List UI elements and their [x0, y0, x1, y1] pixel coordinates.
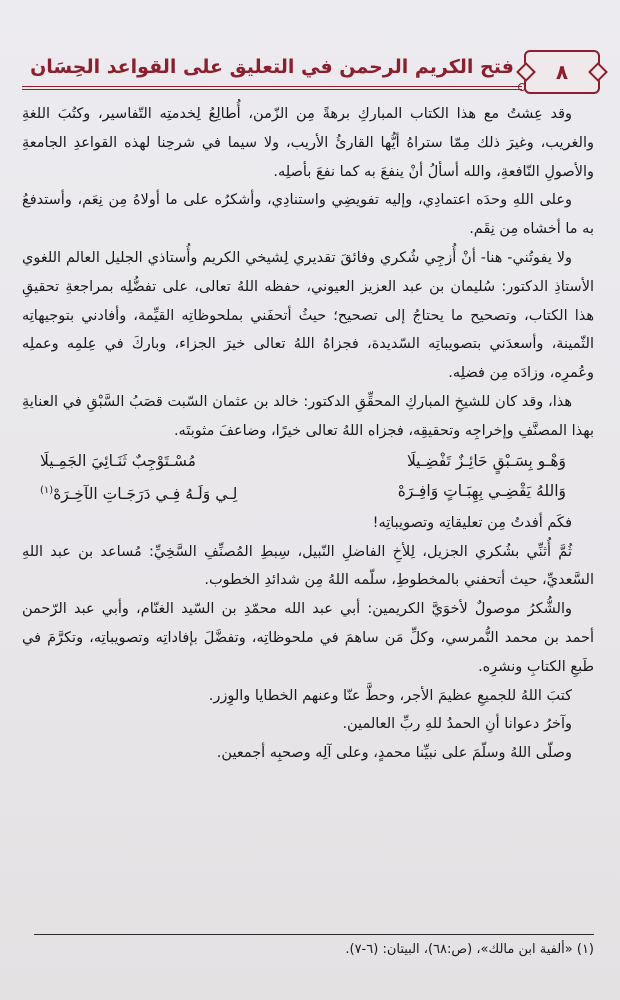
- paragraph: وصلّى اللهُ وسلّمَ على نبيِّنا محمدٍ، وعلى آلِه وصحبِه أجمعين.: [216, 745, 572, 762]
- verse-hemistich-with-ref: [40, 476, 237, 509]
- paragraph: ولا يفوتُني- هنا- أنْ أُزجِي شُكري وفائقَ تقديري لِشيخي الكريم وأُستاذي الجليل العالم اللغوي الأستاذِ الدكتور: سُليمان بن عبد العزيز العيوني، حفظه اللهُ تعالى، على تفضُّلِه بمراجعةِ تحقيقِ هذا الكتاب، وتصحيح ما يحتاجُ إلى تصحيح؛ حيثُ أتحفَني بملحوظاتِه القيِّمة، وأفادني بتوجيهاتِه الثّمينة، وأسعدَني بتصويباتِه السّديدة، فجزاهُ اللهُ تعالى خيرَ الجزاء، وباركَ في عِلمِه وعملِه وعُمرِه، وزادَه مِن فضلِه.: [22, 249, 594, 382]
- page-number: ٨: [555, 60, 569, 84]
- paragraph: وعلى اللهِ وحدَه اعتمادِي، وإليه تفويضِي واستنادِي، وأشكرُه على ما أولاهُ مِن نِعَم، وأستدفعُ به ما أخشاه مِن نِقَم.: [22, 192, 594, 238]
- paragraph: هذا، وقد كان للشيخِ المباركِ المحقِّقِ الدكتور: خالد بن عثمان السّبت قصَبُ السَّبْقِ في العنايةِ بهذا المصنَّفِ وإخراجِه وتحقيقِه، فجزاه اللهُ تعالى خيرًا، وضاعفَ مثوبتَه.: [22, 393, 594, 439]
- paragraph: وقد عِشتُ مع هذا الكتاب المباركِ برهةً مِن الزّمن، أُطالِعُ لِخدمتِه التّفاسير، وكتُبَ اللغةِ والغريب، وغيرَ ذلك مِمّا ستراهُ أيُّها القارئُ الأريب، ولا سيما في شرحِنا لهذه القواعدِ الجامعةِ والأصولِ النّافعةِ، والله أسألُ أنْ ينفعَ به كما نفعَ بأصلِه.: [22, 106, 594, 180]
- verse-line-2: [22, 476, 594, 509]
- running-title: فتح الكريم الرحمن في التعليق على القواعد الحِسَان: [30, 56, 514, 78]
- paragraph: وآخرُ دعوانا أنِ الحمدُ للهِ ربِّ العالمين.: [342, 716, 572, 733]
- page-number-ornament: [524, 50, 600, 94]
- footnote: (١) «ألفية ابن مالك»، (ص:٦٨)، البيتان: (٦-٧).: [345, 942, 594, 957]
- header-rule: [22, 86, 522, 90]
- footnote-separator: [34, 934, 594, 935]
- paragraph: ثُمَّ أُثنِّي بشُكري الجزيل، لِلأخِ الفاضلِ النّبيل، سِبطِ المُصنِّفِ السَّخِيِّ: مُساعد بن عبد اللهِ السَّعديِّ، حيث أتحفني بالمخطوطِ، سلّمه اللهُ مِن شدائدِ الخطوب.: [22, 543, 594, 589]
- body-text: [22, 100, 594, 768]
- paragraph: فكَم أفدتُ مِن تعليقاتِه وتصويباتِه!: [372, 514, 572, 531]
- verse-hemistich: مُسْـتَوْجِبٌ ثَنَـائِيَ الجَمِـيلَا: [40, 451, 196, 470]
- verse-hemistich: لِـي وَلَـهُ فِـي دَرَجَـاتِ الآخِـرَهْ: [53, 484, 238, 503]
- paragraph: كتبَ اللهُ للجميعِ عظيمَ الأجر، وحطَّ عنّا وعنهم الخطايا والوِزر.: [208, 687, 572, 704]
- footnote-marker: (١): [40, 484, 54, 496]
- page-header: [14, 50, 606, 96]
- verse-line-1: [22, 446, 594, 476]
- verse-hemistich: وَاللهُ يَقْضِـي بِهِبَـاتٍ وَافِـرَهْ: [397, 481, 566, 500]
- paragraph: والشُّكرُ موصولٌ لأخوَيَّ الكريمين: أبي عبد الله محمّدِ بن السّيد الغنّام، وأبي عبد الرّحمن أحمد بن محمد النُّمرسي، وكلِّ مَن ساهمَ في ملحوظاتِه، وتفضَّلَ بإفاداتِه وتصويباتِه، وتكرَّمَ في طَبعِ الكتابِ ونشرِه.: [22, 601, 594, 675]
- verse-hemistich: وَهْـو بِسَـبْقٍ حَائِـزٌ تَفْضِـيلَا: [406, 451, 566, 470]
